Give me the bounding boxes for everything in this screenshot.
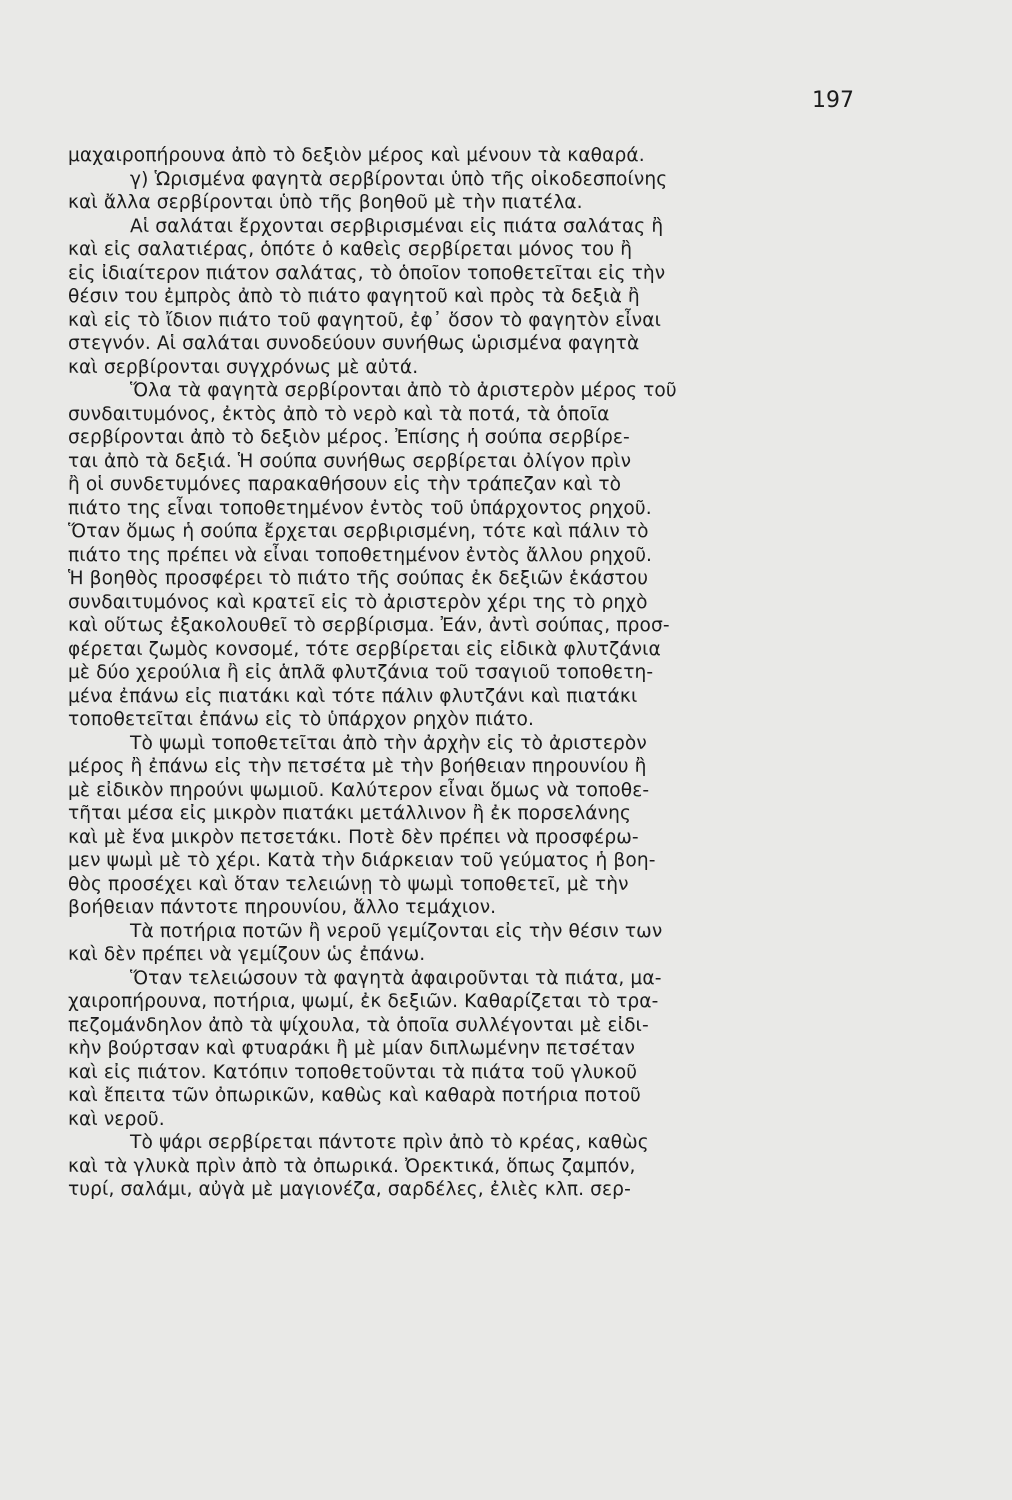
text-line: καὶ εἰς σαλατιέρας, ὁπότε ὁ καθεὶς σερβίρεται μόνος του ἢ (68, 239, 633, 260)
text-line: καὶ τὰ γλυκὰ πρὶν ἀπὸ τὰ ὀπωρικά. Ὀρεκτικά, ὅπως ζαμπόν, (68, 1155, 636, 1177)
text-line: μὲ εἰδικὸν πηρούνι ψωμιοῦ. Καλύτερον εἶναι ὅμως νὰ τοποθε- (68, 779, 650, 801)
text-line: καὶ εἰς τὸ ἴδιον πιάτο τοῦ φαγητοῦ, ἐφ᾿ ὅσον τὸ φαγητὸν εἶναι (68, 309, 662, 331)
text-line: θέσιν του ἐμπρὸς ἀπὸ τὸ πιάτο φαγητοῦ καὶ πρὸς τὰ δεξιὰ ἢ (68, 286, 640, 307)
text-line: τοποθετεῖται ἐπάνω εἰς τὸ ὑπάρχον ρηχὸν πιάτο. (68, 709, 535, 730)
text-line: τῆται μέσα εἰς μικρὸν πιατάκι μετάλλινον ἢ ἐκ πορσελάνης (68, 803, 631, 824)
text-line: καὶ ἔπειτα τῶν ὀπωρικῶν, καθὼς καὶ καθαρὰ ποτήρια ποτοῦ (68, 1085, 641, 1106)
text-line: Ὅταν τελειώσουν τὰ φαγητὰ ἀφαιροῦνται τὰ πιάτα, μα- (130, 967, 662, 989)
text-line: καὶ εἰς πιάτον. Κατόπιν τοποθετοῦνται τὰ πιάτα τοῦ γλυκοῦ (68, 1061, 638, 1083)
text-line: σερβίρονται ἀπὸ τὸ δεξιὸν μέρος. Ἐπίσης ἡ σούπα σερβίρε- (68, 427, 630, 448)
text-line: συνδαιτυμόνος, ἐκτὸς ἀπὸ τὸ νερὸ καὶ τὰ ποτά, τὰ ὁποῖα (68, 403, 610, 425)
text-line: Ἡ βοηθὸς προσφέρει τὸ πιάτο τῆς σούπας ἐκ δεξιῶν ἑκάστου (68, 568, 649, 589)
text-line: γ) Ὡρισμένα φαγητὰ σερβίρονται ὑπὸ τῆς οἰκοδεσποίνης (130, 168, 668, 190)
text-line: καὶ οὕτως ἐξακολουθεῖ τὸ σερβίρισμα. Ἐάν, ἀντὶ σούπας, προσ- (68, 615, 670, 636)
text-line: στεγνόν. Αἱ σαλάται συνοδεύουν συνήθως ὡρισμένα φαγητὰ (68, 333, 640, 354)
text-line: συνδαιτυμόνος καὶ κρατεῖ εἰς τὸ ἀριστερὸν χέρι της τὸ ρηχὸ (68, 591, 648, 613)
body-text (68, 144, 850, 1202)
text-line: μαχαιροπήρουνα ἀπὸ τὸ δεξιὸν μέρος καὶ μένουν τὰ καθαρά. (68, 145, 645, 166)
text-line: μὲ δύο χερούλια ἢ εἰς ἁπλᾶ φλυτζάνια τοῦ τσαγιοῦ τοποθετη- (68, 662, 654, 683)
text-line: τυρί, σαλάμι, αὐγὰ μὲ μαγιονέζα, σαρδέλες, ἐλιὲς κλπ. σερ- (68, 1179, 631, 1200)
text-line: θὸς προσέχει καὶ ὅταν τελειώνῃ τὸ ψωμὶ τοποθετεῖ, μὲ τὴν (68, 873, 629, 895)
text-line: Ὅταν ὅμως ἡ σούπα ἔρχεται σερβιρισμένη, τότε καὶ πάλιν τὸ (68, 521, 649, 542)
text-line: Ὅλα τὰ φαγητὰ σερβίρονται ἀπὸ τὸ ἀριστερὸν μέρος τοῦ (130, 380, 677, 401)
text-line: καὶ νεροῦ. (68, 1108, 165, 1130)
text-line: Τὸ ψωμὶ τοποθετεῖται ἀπὸ τὴν ἀρχὴν εἰς τὸ ἀριστερὸν (130, 732, 647, 754)
text-line: Αἱ σαλάται ἔρχονται σερβιρισμέναι εἰς πιάτα σαλάτας ἢ (130, 215, 664, 237)
text-line: πιάτο της εἶναι τοποθετημένον ἐντὸς τοῦ ὑπάρχοντος ρηχοῦ. (68, 497, 652, 519)
text-line: κὴν βούρτσαν καὶ φτυαράκι ἢ μὲ μίαν διπλωμένην πετσέταν (68, 1038, 636, 1059)
text-line: καὶ σερβίρονται συγχρόνως μὲ αὐτά. (68, 356, 419, 378)
text-line: καὶ μὲ ἕνα μικρὸν πετσετάκι. Ποτὲ δὲν πρέπει νὰ προσφέρω- (68, 826, 639, 848)
text-line: βοήθειαν πάντοτε πηρουνίου, ἄλλο τεμάχιον. (68, 897, 497, 918)
text-line: Τὸ ψάρι σερβίρεται πάντοτε πρὶν ἀπὸ τὸ κρέας, καθὼς (130, 1132, 649, 1153)
text-line: καὶ δὲν πρέπει νὰ γεμίζουν ὡς ἐπάνω. (68, 944, 426, 965)
text-line: μέρος ἢ ἐπάνω εἰς τὴν πετσέτα μὲ τὴν βοήθειαν πηρουνίου ἢ (68, 756, 647, 777)
text-line: πιάτο της πρέπει νὰ εἶναι τοποθετημένον ἐντὸς ἄλλου ρηχοῦ. (68, 544, 653, 566)
text-line: χαιροπήρουνα, ποτήρια, ψωμί, ἐκ δεξιῶν. Καθαρίζεται τὸ τρα- (68, 991, 659, 1012)
text-line: ται ἀπὸ τὰ δεξιά. Ἡ σούπα συνήθως σερβίρεται ὀλίγον πρὶν (68, 450, 632, 472)
text-line: φέρεται ζωμὸς κονσομέ, τότε σερβίρεται εἰς εἰδικὰ φλυτζάνια (68, 638, 661, 660)
text-line: εἰς ἰδιαίτερον πιάτον σαλάτας, τὸ ὁποῖον τοποθετεῖται εἰς τὴν (68, 262, 666, 284)
text-line: καὶ ἄλλα σερβίρονται ὑπὸ τῆς βοηθοῦ μὲ τὴν πιατέλα. (68, 192, 583, 213)
page-number: 197 (812, 88, 854, 113)
text-line: μένα ἐπάνω εἰς πιατάκι καὶ τότε πάλιν φλυτζάνι καὶ πιατάκι (68, 685, 638, 707)
text-line: πεζομάνδηλον ἀπὸ τὰ ψίχουλα, τὰ ὁποῖα συλλέγονται μὲ εἰδι- (68, 1014, 649, 1036)
text-line: Τὰ ποτήρια ποτῶν ἢ νεροῦ γεμίζονται εἰς τὴν θέσιν των (130, 920, 663, 942)
text-line: μεν ψωμὶ μὲ τὸ χέρι. Κατὰ τὴν διάρκειαν τοῦ γεύματος ἡ βοη- (68, 850, 656, 871)
text-line: ἢ οἱ συνδετυμόνες παρακαθήσουν εἰς τὴν τράπεζαν καὶ τὸ (68, 474, 622, 495)
